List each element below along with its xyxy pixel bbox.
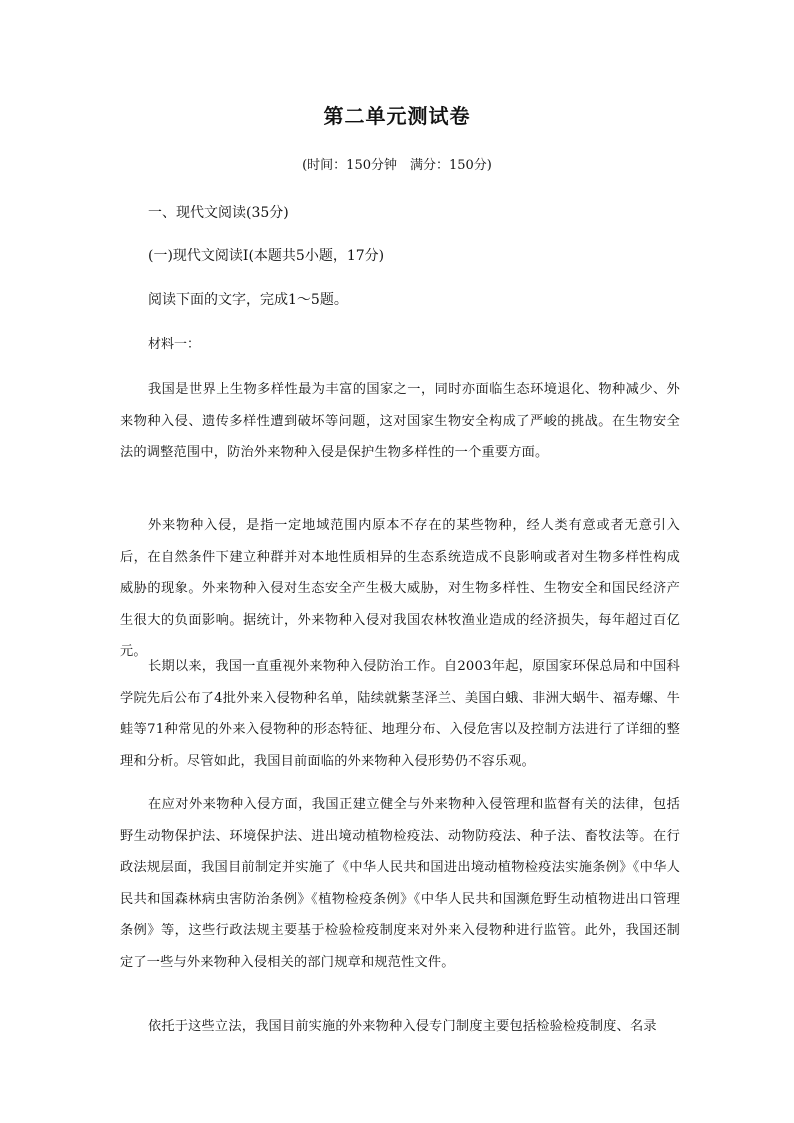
paragraph-1: 我国是世界上生物多样性最为丰富的国家之一，同时亦面临生态环境退化、物种减少、外来物种入侵、遗传多样性遭到破坏等问题，这对国家生物安全构成了严峻的挑战。在生物安全法的调整范围中，防治外来物种入侵是保护生物多样性的一个重要方面。 <box>120 382 680 460</box>
section-heading: 一、现代文阅读(35分) <box>148 205 289 221</box>
paragraph-4: 在应对外来物种入侵方面，我国正建立健全与外来物种入侵管理和监督有关的法律，包括野生动物保护法、环境保护法、进出境动植物检疫法、动物防疫法、种子法、畜牧法等。在行政法规层面，我国目前制定并实施了《中华人民共和国进出境动植物检疫法实施条例》《中华人民共和国森林病虫害防治条例》《植物检疫条例》《中华人民共和国濒危野生动植物进出口管理条例》等，这些行政法规主要基于检验检疫制度来对外来入侵物种进行监管。此外，我国还制定了一些与外来物种入侵相关的部门规章和规范性文件。 <box>120 797 680 970</box>
material-label: 材料一： <box>148 337 201 352</box>
paragraph-2: 外来物种入侵，是指一定地域范围内原本不存在的某些物种，经人类有意或者无意引入后，在自然条件下建立种群并对本地性质相异的生态系统造成不良影响或者对生物多样性构成威胁的现象。外来物种入侵对生态安全产生极大威胁，对生物多样性、生物安全和国民经济产生很大的负面影响。据统计，外来物种入侵对我国农林牧渔业造成的经济损失，每年超过百亿元。 <box>120 518 680 659</box>
paragraph-5: 依托于这些立法，我国目前实施的外来物种入侵专门制度主要包括检验检疫制度、名录 <box>148 1019 657 1034</box>
exam-time-score: (时间：150分钟 满分：150分) <box>302 158 492 173</box>
subsection-heading: (一)现代文阅读Ⅰ(本题共5小题，17分) <box>148 248 385 264</box>
paragraph-3: 长期以来，我国一直重视外来物种入侵防治工作。自2003年起，原国家环保总局和中国科学院先后公布了4批外来入侵物种名单，陆续就紫茎泽兰、美国白蛾、非洲大蜗牛、福寿螺、牛蛙等71种常见的外来入侵物种的形态特征、地理分布、入侵危害以及控制方法进行了详细的整理和分析。尽管如此，我国目前面临的外来物种入侵形势仍不容乐观。 <box>120 659 680 769</box>
page-title: 第二单元测试卷 <box>323 104 471 128</box>
reading-instruction: 阅读下面的文字，完成1～5题。 <box>148 292 348 308</box>
